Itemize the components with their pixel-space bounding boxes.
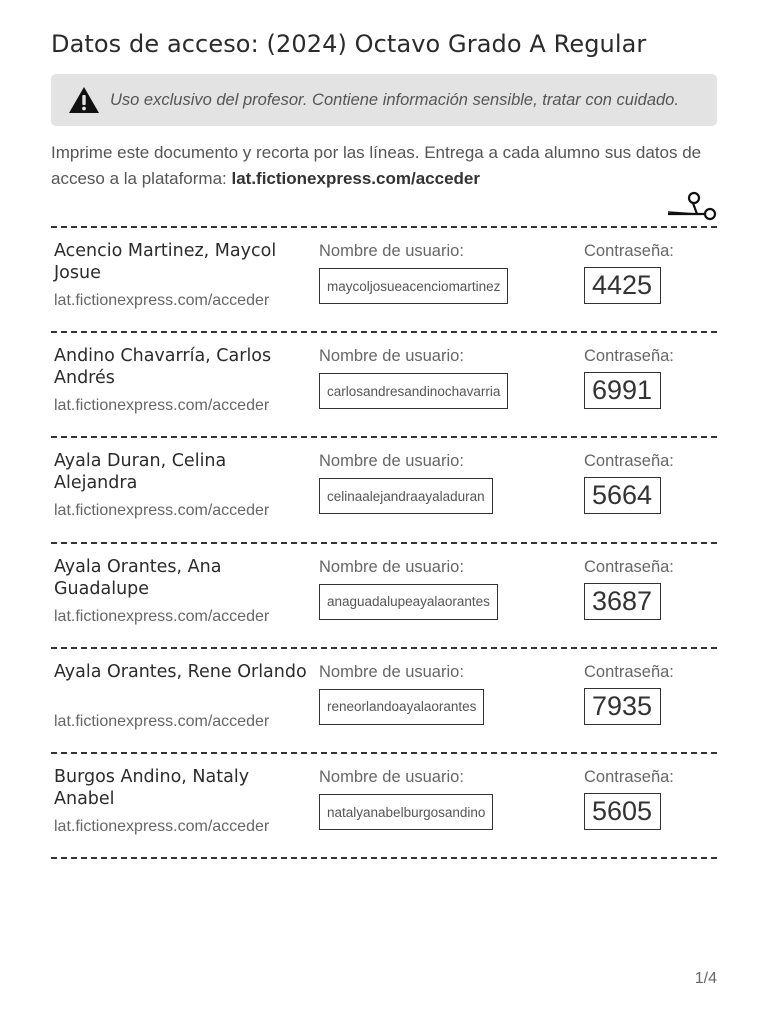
password-label: Contraseña: (584, 242, 674, 260)
password-label: Contraseña: (584, 768, 674, 786)
student-url: lat.fictionexpress.com/acceder (54, 607, 270, 625)
student-name: Acencio Martinez, Maycol Josue (54, 241, 277, 283)
teacher-notice (51, 74, 717, 126)
instructions (51, 140, 731, 192)
username-box: carlosandresandinochavarria (319, 373, 508, 409)
student-card (51, 649, 717, 754)
password-box: 4425 (584, 267, 661, 304)
password-label: Contraseña: (584, 557, 674, 576)
student-card (51, 544, 717, 649)
password-label: Contraseña: (584, 452, 674, 471)
scissors-icon (664, 190, 720, 224)
student-url: lat.fictionexpress.com/acceder (54, 818, 270, 835)
username-label: Nombre de usuario: (319, 452, 464, 471)
cut-line (51, 857, 717, 859)
password-box: 3687 (584, 583, 661, 620)
username-box: celinaalejandraayaladuran (319, 478, 493, 514)
student-name: Andino Chavarría, Carlos Andrés (54, 346, 272, 389)
student-card (51, 754, 717, 859)
password-label: Contraseña: (584, 662, 674, 681)
student-url: lat.fictionexpress.com/acceder (54, 712, 270, 730)
student-card (51, 333, 717, 438)
student-name: Burgos Andino, Nataly Anabel (54, 767, 250, 809)
student-url: lat.fictionexpress.com/acceder (54, 397, 270, 415)
student-card (51, 228, 717, 333)
username-box: anaguadalupeayalaorantes (319, 584, 498, 620)
instructions-text: Imprime este documento y recorta por las líneas. Entrega a cada alumno sus datos de acceso a la plataforma: (51, 143, 702, 188)
student-url: lat.fictionexpress.com/acceder (54, 502, 270, 520)
page-number: 1/4 (694, 970, 717, 987)
password-box: 5605 (584, 793, 661, 830)
notice-text: Uso exclusivo del profesor. Contiene información sensible, tratar con cuidado. (110, 90, 679, 109)
password-box: 5664 (584, 477, 661, 514)
username-label: Nombre de usuario: (319, 557, 464, 576)
page-title: Datos de acceso: (2024) Octavo Grado A Regular (51, 30, 647, 58)
password-box: 7935 (584, 688, 661, 725)
warning-icon (68, 86, 100, 114)
username-label: Nombre de usuario: (319, 347, 464, 366)
student-name: Ayala Duran, Celina Alejandra (54, 451, 227, 494)
username-label: Nombre de usuario: (319, 662, 464, 681)
username-box: reneorlandoayalaorantes (319, 689, 484, 725)
student-name: Ayala Orantes, Rene Orlando (54, 661, 307, 682)
username-label: Nombre de usuario: (319, 768, 464, 786)
student-card (51, 438, 717, 543)
username-box: natalyanabelburgosandino (319, 794, 493, 830)
student-url: lat.fictionexpress.com/acceder (54, 292, 270, 309)
password-label: Contraseña: (584, 347, 674, 366)
password-box: 6991 (584, 372, 661, 409)
username-box: maycoljosueacenciomartinez (319, 268, 508, 304)
username-label: Nombre de usuario: (319, 242, 464, 260)
student-name: Ayala Orantes, Ana Guadalupe (54, 556, 222, 599)
platform-url: lat.fictionexpress.com/acceder (231, 169, 480, 188)
